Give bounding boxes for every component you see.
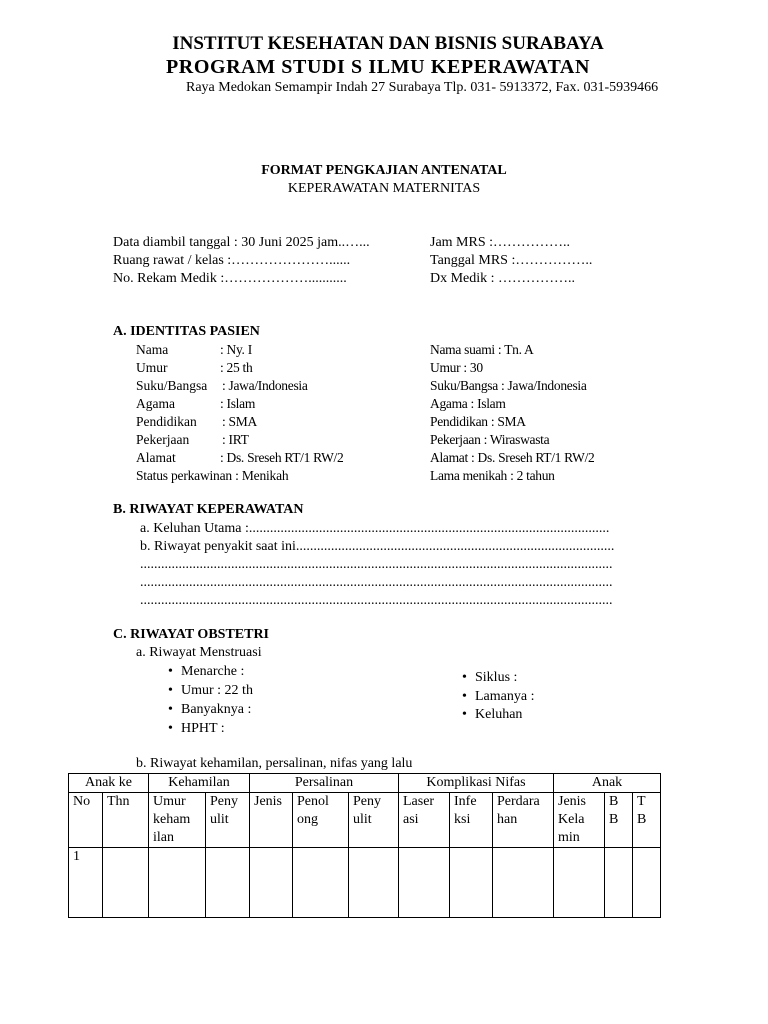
table-cell — [349, 848, 399, 918]
meta-dx-medik: Dx Medik : …………….. — [430, 271, 576, 286]
column-header: Penol ong — [293, 793, 349, 848]
column-header: T B — [633, 793, 661, 848]
column-header: Laser asi — [399, 793, 450, 848]
patient-label: Umur — [136, 360, 168, 375]
column-header: Umur keham ilan — [149, 793, 206, 848]
column-header: B B — [605, 793, 633, 848]
patient-value: : Jawa/Indonesia — [222, 378, 308, 393]
hpht-item — [168, 721, 225, 737]
group-header: Anak ke — [69, 774, 149, 793]
chief-complaint-line: a. Keluhan Utama :....................................................................................................... — [140, 521, 610, 536]
patient-value: : IRT — [222, 432, 249, 447]
patient-label: Suku/Bangsa — [136, 378, 208, 393]
group-header: Anak — [554, 774, 661, 793]
patient-value: : 25 th — [220, 360, 253, 375]
menarche-age-item — [168, 683, 253, 699]
form-subtitle: KEPERAWATAN MATERNITAS — [287, 181, 481, 196]
husband-age: Umur : 30 — [430, 360, 483, 375]
husband-education: Pendidikan : SMA — [430, 414, 526, 429]
table-cell — [633, 848, 661, 918]
column-header: Peny ulit — [349, 793, 399, 848]
marital-status: Status perkawinan : Menikah — [136, 468, 289, 483]
duration-item — [462, 689, 534, 705]
meta-date-taken: Data diambil tanggal : 30 Juni 2025 jam..…... — [113, 235, 370, 250]
menarche-text: Menarche : — [181, 664, 245, 679]
duration-text: Lamanya : — [475, 689, 535, 704]
table-cell — [554, 848, 605, 918]
table-cell — [103, 848, 149, 918]
column-header: Perdara han — [493, 793, 554, 848]
menstrual-history-label: a. Riwayat Menstruasi — [136, 645, 262, 660]
complaint-item — [462, 707, 522, 723]
table-cell — [250, 848, 293, 918]
patient-value: : Islam — [220, 396, 256, 411]
patient-label: Pendidikan — [136, 414, 197, 429]
menarche-item — [168, 664, 244, 680]
column-header: Jenis — [250, 793, 293, 848]
patient-value: : Ny. I — [220, 342, 252, 357]
current-illness-line: b. Riwayat penyakit saat ini........................................................................................... — [140, 539, 615, 554]
program-name: PROGRAM STUDI S ILMU KEPERAWATAN — [165, 56, 591, 78]
dotted-line: ....................................................................................................................................... — [140, 557, 613, 572]
dotted-line: ....................................................................................................................................... — [140, 575, 613, 590]
table-cell — [399, 848, 450, 918]
pregnancy-history-table — [68, 773, 661, 918]
marriage-duration: Lama menikah : 2 tahun — [430, 468, 555, 483]
husband-religion: Agama : Islam — [430, 396, 506, 411]
column-header: Infe ksi — [450, 793, 493, 848]
complaint-text: Keluhan — [475, 707, 523, 722]
table-cell — [149, 848, 206, 918]
column-header: Thn — [103, 793, 149, 848]
amount-text: Banyaknya : — [181, 702, 252, 717]
table-cell — [605, 848, 633, 918]
form-title: FORMAT PENGKAJIAN ANTENATAL — [261, 163, 507, 178]
meta-room-class: Ruang rawat / kelas :…………………...... — [113, 253, 351, 268]
section-a-heading: A. IDENTITAS PASIEN — [113, 324, 260, 339]
cycle-item — [462, 670, 517, 686]
patient-label: Nama — [136, 342, 169, 357]
group-header: Kehamilan — [149, 774, 250, 793]
table-cell — [493, 848, 554, 918]
patient-label: Agama — [136, 396, 175, 411]
amount-item — [168, 702, 251, 718]
pregnancy-history-label: b. Riwayat kehamilan, persalinan, nifas yang lalu — [136, 756, 413, 771]
section-b-heading: B. RIWAYAT KEPERAWATAN — [113, 502, 304, 517]
husband-name: Nama suami : Tn. A — [430, 342, 534, 357]
meta-mrs-time: Jam MRS :…………….. — [430, 235, 571, 250]
table-cell — [293, 848, 349, 918]
column-header: Jenis Kela min — [554, 793, 605, 848]
table-row — [69, 848, 661, 918]
patient-value: : Ds. Sreseh RT/1 RW/2 — [220, 450, 344, 465]
meta-mrs-date: Tanggal MRS :…………….. — [430, 253, 593, 268]
institute-name: INSTITUT KESEHATAN DAN BISNIS SURABAYA — [172, 33, 604, 54]
patient-value: : SMA — [222, 414, 257, 429]
cycle-text: Siklus : — [475, 670, 518, 685]
dotted-line: ....................................................................................................................................... — [140, 593, 613, 608]
husband-address: Alamat : Ds. Sreseh RT/1 RW/2 — [430, 450, 595, 465]
table-cell — [206, 848, 250, 918]
group-header: Komplikasi Nifas — [399, 774, 554, 793]
table-cell: 1 — [69, 848, 103, 918]
husband-ethnicity: Suku/Bangsa : Jawa/Indonesia — [430, 378, 587, 393]
patient-label: Alamat — [136, 450, 176, 465]
column-header: Peny ulit — [206, 793, 250, 848]
group-header: Persalinan — [250, 774, 399, 793]
menarche-age-text: Umur : 22 th — [181, 683, 253, 698]
patient-label: Pekerjaan — [136, 432, 190, 447]
hpht-text: HPHT : — [181, 721, 225, 736]
column-header: No — [69, 793, 103, 848]
section-c-heading: C. RIWAYAT OBSTETRI — [113, 627, 270, 642]
meta-medical-record: No. Rekam Medik :………………........... — [113, 271, 347, 286]
institute-address: Raya Medokan Semampir Indah 27 Surabaya Tlp. 031- 5913372, Fax. 031-5939466 — [186, 80, 659, 95]
husband-occupation: Pekerjaan : Wiraswasta — [430, 432, 550, 447]
table-cell — [450, 848, 493, 918]
